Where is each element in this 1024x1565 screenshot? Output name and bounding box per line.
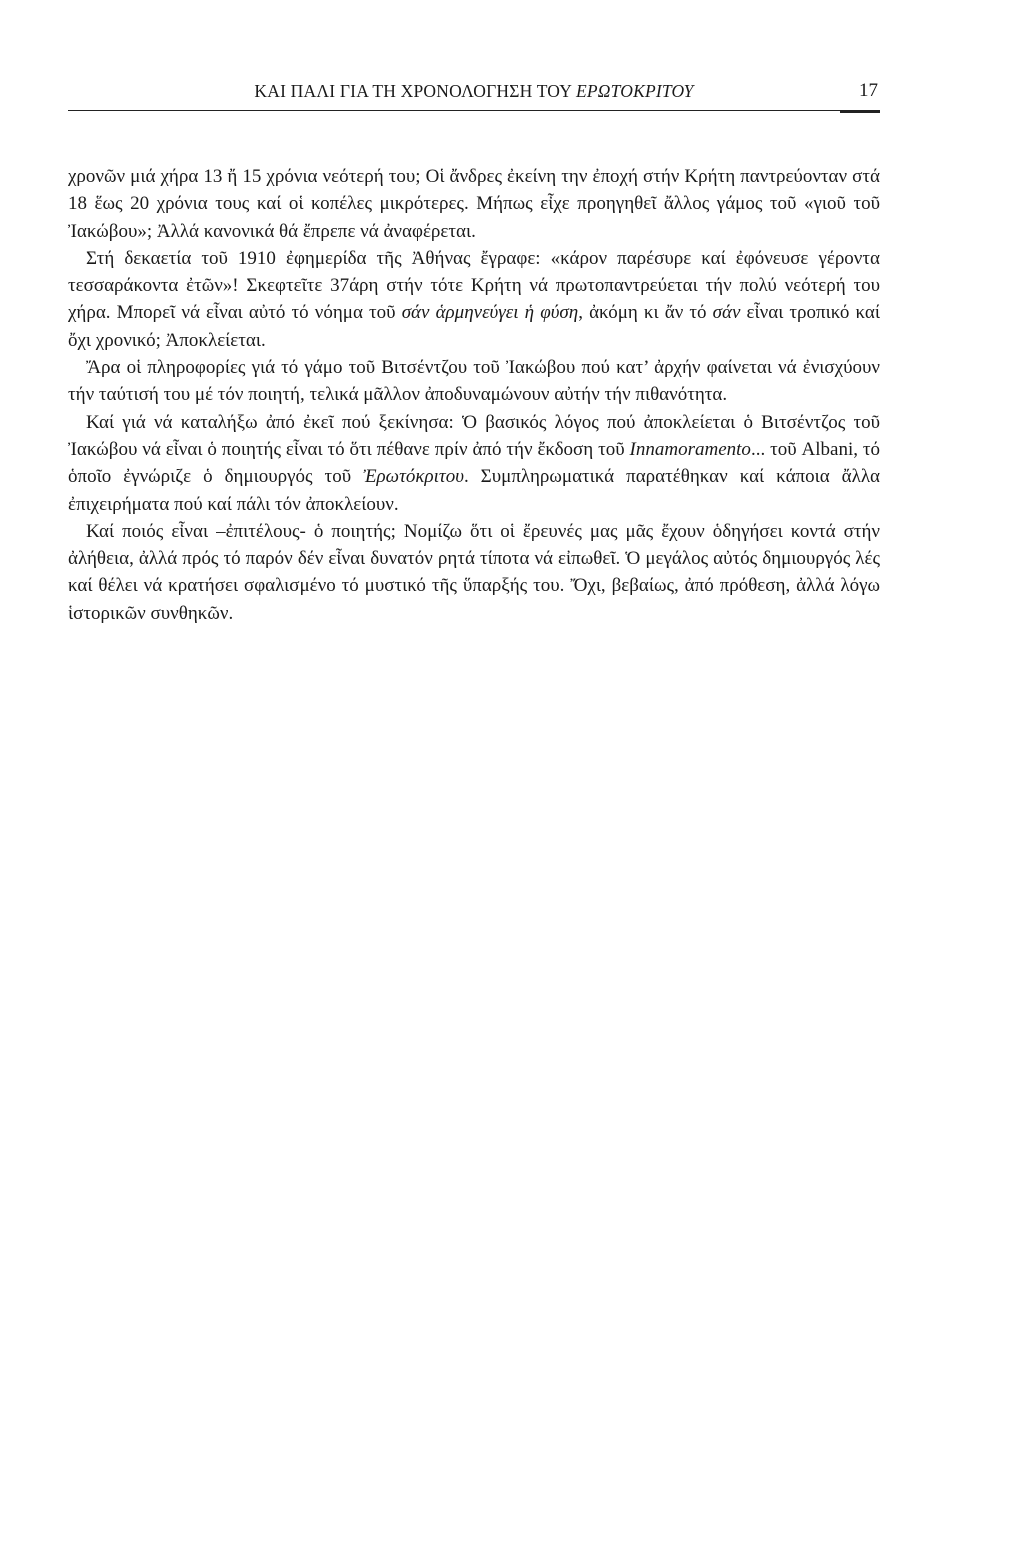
running-head <box>68 80 880 114</box>
paragraph <box>68 163 880 245</box>
text-run: Καί γιά νά καταλήξω ἀπό ἐκεῖ πού ξεκίνησα: Ὁ βασικός λόγος πού ἀποκλείεται ὁ Βιτσέντζος τοῦ Ἰακώβου νά εἶναι ὁ ποιητής εἶναι τό ὅτι πέθανε πρίν ἀπό τήν ἔκδοση τοῦ <box>68 411 880 460</box>
italic-text-run: Ἐρωτόκριτου <box>363 466 464 488</box>
italic-text-run: Innamoramento <box>629 438 751 460</box>
text-run: . Συμπληρωματικά παρατέθηκαν καί κάποια ἄλλα ἐπιχειρήματα πού καί πάλι τόν ἀποκλείουν. <box>68 466 880 515</box>
paragraph <box>68 245 880 354</box>
paragraph <box>68 354 880 409</box>
text-run: Ἄρα οἱ πληροφορίες γιά τό γάμο τοῦ Βιτσέντζου τοῦ Ἰακώβου πού κατ’ ἀρχήν φαίνεται νά ἐνισχύουν τήν ταύτισή του μέ τόν ποιητή, τελικά μᾶλλον ἀποδυναμώνουν αὐτήν τήν πιθανότητα. <box>68 357 880 406</box>
text-run: Καί ποιός εἶναι –ἐπιτέλους- ὁ ποιητής; Νομίζω ὅτι οἱ ἔρευνές μας μᾶς ἔχουν ὁδηγήσει κοντά στήν ἀλήθεια, ἀλλά πρός τό παρόν δέν εἶναι δυνατόν ρητά τίποτα νά εἰπωθεῖ. Ὁ μεγάλος αὐτός δημιουργός λές καί θέλει νά κρατήσει σφαλισμένο τό μυστικό τῆς ὕπαρξής του. Ὄχι, βεβαίως, ἀπό πρόθεση, ἀλλά λόγω ἱστορικῶν συνθηκῶν. <box>68 520 880 624</box>
italic-text-run: σάν ἁρμηνεύγει ἡ φύση <box>401 302 579 324</box>
text-run: χρονῶν μιά χήρα 13 ἤ 15 χρόνια νεότερή του; Οἱ ἄνδρες ἐκείνη την ἐποχή στήν Κρήτη παντρεύονταν στά 18 ἕως 20 χρόνια τους καί οἱ κοπέλες μικρότερες. Μήπως εἶχε προηγηθεῖ ἄλλος γάμος τοῦ «γιοῦ τοῦ Ἰακώβου»; Ἀλλά κανονικά θά ἔπρεπε νά ἀναφέρεται. <box>68 166 880 242</box>
running-title <box>68 80 880 102</box>
paragraph <box>68 409 880 518</box>
header-rule-mark <box>840 111 880 113</box>
text-run: , ἀκόμη κι ἄν τό <box>578 302 713 324</box>
running-title-italic: ΕΡΩΤΟΚΡΙΤΟΥ <box>576 81 694 101</box>
running-title-roman: ΚΑΙ ΠΑΛΙ ΓΙΑ ΤΗ ΧΡΟΝΟΛΟΓΗΣΗ ΤΟΥ <box>254 81 577 101</box>
header-rule <box>68 110 880 111</box>
text-run: Στή δεκαετία τοῦ 1910 ἐφημερίδα τῆς Ἀθήνας ἔγραφε: «κάρον παρέσυρε καί ἐφόνευσε γέροντα τεσσαράκοντα ἐτῶν»! Σκεφτεῖτε 37άρη στήν τότε Κρήτη νά πρωτοπαντρεύεται τήν πολύ νεότερή του χήρα. Μπορεῖ νά εἶναι αὐτό τό νόημα τοῦ <box>68 247 880 324</box>
text-run: εἶναι τροπικό καί ὄχι χρονικό; Ἀποκλείεται. <box>68 302 880 351</box>
text-run: ... τοῦ Albani, τό ὁποῖο ἐγνώριζε ὁ δημιουργός τοῦ <box>68 438 881 488</box>
paragraph <box>68 518 880 627</box>
page-number: 17 <box>859 80 878 101</box>
italic-text-run: σάν <box>712 302 741 324</box>
body-text <box>68 163 880 627</box>
